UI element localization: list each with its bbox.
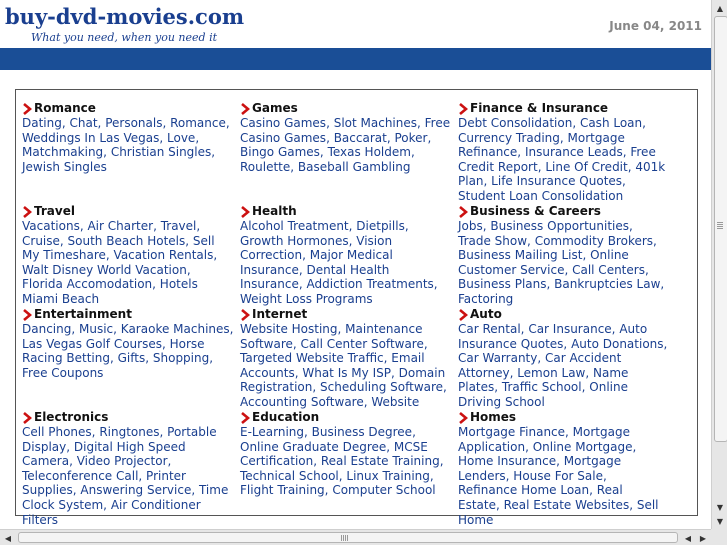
category-link[interactable]: Commodity Brokers bbox=[534, 233, 654, 248]
category-link[interactable]: Bingo Games bbox=[240, 145, 320, 160]
category-link[interactable]: Horse Racing Betting bbox=[22, 336, 205, 366]
scrollbar-corner bbox=[711, 529, 727, 545]
category-link[interactable]: Matchmaking bbox=[22, 145, 104, 160]
category-internet bbox=[240, 307, 452, 410]
category-link[interactable]: Air Charter bbox=[87, 219, 154, 233]
category-link[interactable]: Karaoke Machines bbox=[120, 322, 230, 336]
scroll-down-icon[interactable]: ▼ bbox=[716, 502, 724, 512]
category-link[interactable]: House For Sale bbox=[513, 468, 603, 483]
category-link[interactable]: South Beach Hotels bbox=[67, 233, 186, 248]
category-link[interactable]: Car Rental bbox=[458, 322, 521, 336]
scroll-left-end-icon[interactable]: ◀ bbox=[684, 533, 692, 543]
category-title: Internet bbox=[252, 307, 308, 321]
category-link[interactable]: Vacations bbox=[22, 219, 80, 233]
category-link[interactable]: Debt Consolidation bbox=[458, 116, 573, 130]
category-heading[interactable] bbox=[22, 307, 234, 322]
category-link[interactable]: Cell Phones bbox=[22, 425, 92, 439]
category-link[interactable]: Portable Display bbox=[22, 425, 217, 454]
category-heading[interactable] bbox=[458, 101, 668, 116]
chevron-right-icon bbox=[240, 309, 250, 321]
category-link[interactable]: Chat bbox=[69, 116, 98, 130]
category-title: Travel bbox=[34, 204, 75, 218]
category-link[interactable]: Gifts bbox=[117, 351, 146, 366]
category-link[interactable]: Jobs bbox=[458, 219, 483, 233]
category-link[interactable]: Alcohol Treatment bbox=[240, 219, 349, 233]
category-link[interactable]: Poker bbox=[394, 130, 428, 145]
chevron-right-icon bbox=[458, 309, 468, 321]
category-link[interactable]: Business Degree bbox=[311, 425, 413, 439]
category-link[interactable]: Real Estate Websites bbox=[503, 497, 630, 512]
category-link[interactable]: Online Driving School bbox=[458, 380, 628, 409]
category-link[interactable]: Free Casino Games bbox=[240, 116, 451, 145]
category-link[interactable]: Romance bbox=[170, 116, 226, 130]
category-link[interactable]: Maintenance Software bbox=[240, 322, 423, 351]
chevron-right-icon bbox=[458, 103, 468, 115]
category-link[interactable]: Mortgage Lenders bbox=[458, 454, 622, 483]
category-health bbox=[240, 204, 452, 307]
category-link[interactable]: Vision Correction bbox=[240, 233, 393, 263]
category-links: Cell Phones, Ringtones, Portable Display, Digital High Speed Camera, Video Projector, Teleconference Call, Printer Supplies, Answering Service, Time Clock System, Air Conditioner Filters bbox=[22, 425, 229, 527]
category-link[interactable]: Texas Holdem bbox=[327, 145, 411, 160]
category-link[interactable]: Cash Loan bbox=[579, 116, 643, 130]
category-link[interactable]: Walt Disney World Vacation bbox=[22, 262, 187, 277]
category-link[interactable]: Printer Supplies bbox=[22, 468, 186, 498]
category-heading[interactable] bbox=[240, 307, 452, 322]
scroll-left-icon[interactable]: ◀ bbox=[4, 533, 12, 543]
category-link[interactable]: Teleconference Call bbox=[22, 468, 139, 483]
category-link[interactable]: What Is My ISP bbox=[302, 365, 391, 380]
category-link[interactable]: Lemon Law bbox=[517, 365, 586, 380]
category-link[interactable]: Personals bbox=[105, 116, 163, 130]
chevron-right-icon bbox=[22, 412, 32, 424]
category-entertainment bbox=[22, 307, 234, 380]
category-link[interactable]: Major Medical Insurance bbox=[240, 248, 393, 277]
category-links: Vacations, Air Charter, Travel, Cruise, South Beach Hotels, Sell My Timeshare, Vacation Rentals, Walt Disney World Vacation, Florida Accomodation, Hotels Miami Beach bbox=[22, 219, 218, 306]
category-link[interactable]: Insurance Leads bbox=[524, 145, 623, 160]
category-title: Entertainment bbox=[34, 307, 132, 321]
category-link[interactable]: E-Learning bbox=[240, 425, 305, 439]
chevron-right-icon bbox=[22, 103, 32, 115]
category-link[interactable]: Florida Accomodation bbox=[22, 277, 153, 292]
category-link[interactable]: Computer School bbox=[332, 483, 436, 498]
category-link[interactable]: Home Insurance bbox=[458, 454, 557, 469]
category-business-careers bbox=[458, 204, 668, 307]
category-link[interactable]: MCSE Certification bbox=[240, 439, 428, 469]
category-link[interactable]: Life Insurance Quotes bbox=[491, 174, 623, 189]
vertical-scrollbar[interactable] bbox=[711, 0, 727, 529]
category-heading[interactable] bbox=[458, 307, 668, 322]
category-link[interactable]: Online Customer Service bbox=[458, 248, 629, 277]
scroll-down-end-icon[interactable]: ▼ bbox=[716, 516, 724, 526]
chevron-right-icon bbox=[22, 206, 32, 218]
category-heading[interactable] bbox=[458, 204, 668, 219]
category-link[interactable]: Linux Training bbox=[346, 468, 430, 483]
category-travel bbox=[22, 204, 234, 307]
current-date: June 04, 2011 bbox=[609, 19, 702, 33]
category-link[interactable]: Free Coupons bbox=[22, 365, 104, 380]
category-link[interactable]: Cruise bbox=[22, 233, 60, 248]
category-title: Auto bbox=[470, 307, 502, 321]
category-links: Dating, Chat, Personals, Romance, Weddings In Las Vegas, Love, Matchmaking, Christian Singles, Jewish Singles bbox=[22, 116, 230, 174]
category-link[interactable]: Addiction Treatments bbox=[306, 277, 434, 292]
chevron-right-icon bbox=[240, 206, 250, 218]
category-link[interactable]: Ringtones bbox=[99, 425, 160, 439]
category-link[interactable]: Love bbox=[167, 130, 196, 145]
category-link[interactable]: Car Warranty bbox=[458, 351, 538, 366]
category-heading[interactable] bbox=[22, 204, 234, 219]
category-link[interactable]: Christian Singles bbox=[110, 145, 212, 160]
category-link[interactable]: Website Hosting bbox=[240, 322, 338, 336]
category-link[interactable]: Time Clock System bbox=[22, 483, 229, 512]
category-link[interactable]: Real Estate Training bbox=[320, 454, 440, 469]
category-link[interactable]: 401k Plan bbox=[458, 159, 666, 189]
category-link[interactable]: Air Conditioner Filters bbox=[22, 497, 201, 527]
category-link[interactable]: Call Center Software bbox=[300, 336, 424, 351]
category-title: Homes bbox=[470, 410, 517, 424]
chevron-right-icon bbox=[240, 103, 250, 115]
category-link[interactable]: Trade Show bbox=[458, 233, 528, 248]
chevron-right-icon bbox=[22, 309, 32, 321]
scroll-right-icon[interactable]: ▶ bbox=[699, 533, 707, 543]
category-link[interactable]: Auto Donations bbox=[571, 336, 664, 351]
category-link[interactable]: Business Mailing List bbox=[458, 248, 583, 263]
category-link[interactable]: Flight Training bbox=[240, 483, 325, 498]
category-link[interactable]: Dietpills bbox=[356, 219, 405, 233]
category-link[interactable]: Weddings In Las Vegas bbox=[22, 130, 160, 145]
category-link[interactable]: Jewish Singles bbox=[22, 159, 107, 174]
category-links: Debt Consolidation, Cash Loan, Currency Trading, Mortgage Refinance, Insurance Leads, Free Credit Report, Line Of Credit, 401k Plan, Life Insurance Quotes, Student Loan Consolidation bbox=[458, 116, 666, 203]
category-links: Website Hosting, Maintenance Software, Call Center Software, Targeted Website Traffic, Email Accounts, What Is My ISP, Domain Registration, Scheduling Software, Accounting Software, Website bbox=[240, 322, 447, 409]
category-link[interactable]: Call Centers bbox=[572, 262, 645, 277]
category-games bbox=[240, 101, 452, 174]
category-heading[interactable] bbox=[22, 410, 234, 425]
scroll-up-icon[interactable]: ▲ bbox=[716, 3, 724, 13]
category-link[interactable]: Travel bbox=[160, 219, 197, 233]
category-heading[interactable] bbox=[240, 410, 452, 425]
category-link[interactable]: Name Plates bbox=[458, 365, 629, 395]
category-link[interactable]: Real Estate bbox=[458, 483, 623, 512]
category-link[interactable]: Video Projector bbox=[76, 454, 168, 469]
category-link[interactable]: Traffic School bbox=[501, 380, 582, 395]
category-title: Education bbox=[252, 410, 320, 424]
category-title: Finance & Insurance bbox=[470, 101, 609, 115]
category-link[interactable]: Dancing bbox=[22, 322, 72, 336]
category-link[interactable]: Scheduling Software bbox=[320, 380, 444, 395]
category-link[interactable]: Online Mortgage bbox=[532, 439, 633, 454]
category-title: Health bbox=[252, 204, 297, 218]
grip-icon bbox=[717, 222, 723, 230]
category-link[interactable]: Business Plans bbox=[458, 277, 547, 292]
category-heading[interactable] bbox=[22, 101, 234, 116]
header-strip bbox=[0, 70, 711, 80]
category-title: Games bbox=[252, 101, 298, 115]
category-link[interactable]: Weight Loss Programs bbox=[240, 291, 373, 306]
category-link[interactable]: Dental Health Insurance bbox=[240, 262, 390, 292]
category-link[interactable]: Music bbox=[79, 322, 114, 336]
category-heading[interactable] bbox=[240, 204, 452, 219]
category-link[interactable]: Car Accident Attorney bbox=[458, 351, 622, 380]
category-link[interactable]: Student Loan Consolidation bbox=[458, 188, 624, 203]
category-links: Mortgage Finance, Mortgage Application, Online Mortgage, Home Insurance, Mortgage Lenders, House For Sale, Refinance Home Loan, Real Estate, Real Estate Websites, Sell Home bbox=[458, 425, 659, 527]
category-links: E-Learning, Business Degree, Online Graduate Degree, MCSE Certification, Real Estate Training, Technical School, Linux Training, Flight Training, Computer School bbox=[240, 425, 444, 498]
category-finance-insurance bbox=[458, 101, 668, 204]
category-link[interactable]: Mortgage Application bbox=[458, 425, 630, 454]
category-link[interactable]: Email Accounts bbox=[240, 351, 425, 380]
category-electronics bbox=[22, 410, 234, 527]
category-link[interactable]: Currency Trading bbox=[458, 130, 560, 145]
category-link[interactable]: Dating bbox=[22, 116, 62, 130]
category-link[interactable]: Hotels Miami Beach bbox=[22, 277, 198, 306]
category-link[interactable]: Las Vegas Golf Courses bbox=[22, 336, 162, 351]
category-link[interactable]: Sell My Timeshare bbox=[22, 233, 215, 263]
category-link[interactable]: Slot Machines bbox=[333, 116, 417, 130]
category-link[interactable]: Website bbox=[371, 394, 420, 409]
horizontal-scrollbar[interactable] bbox=[0, 529, 711, 545]
horizontal-scroll-thumb[interactable] bbox=[18, 532, 678, 543]
category-links: Casino Games, Slot Machines, Free Casino Games, Baccarat, Poker, Bingo Games, Texas Holdem, Roulette, Baseball Gambling bbox=[240, 116, 451, 174]
category-link[interactable]: Casino Games bbox=[240, 116, 327, 130]
category-education bbox=[240, 410, 452, 498]
category-link[interactable]: Roulette bbox=[240, 159, 291, 174]
header-bar bbox=[0, 48, 711, 70]
chevron-right-icon bbox=[458, 412, 468, 424]
category-panel bbox=[15, 89, 698, 527]
chevron-right-icon bbox=[458, 206, 468, 218]
category-link[interactable]: Refinance Home Loan bbox=[458, 483, 590, 498]
category-link[interactable]: Free Credit Report bbox=[458, 145, 656, 174]
category-link[interactable]: Online Graduate Degree bbox=[240, 439, 387, 454]
category-title: Romance bbox=[34, 101, 96, 115]
site-logo[interactable]: buy-dvd-movies.com bbox=[5, 4, 245, 29]
category-heading[interactable] bbox=[240, 101, 452, 116]
category-link[interactable]: Business Opportunities bbox=[490, 219, 629, 233]
category-links: Dancing, Music, Karaoke Machines, Las Vegas Golf Courses, Horse Racing Betting, Gifts, Shopping, Free Coupons bbox=[22, 322, 234, 380]
category-link[interactable]: Technical School bbox=[240, 468, 339, 483]
grip-icon bbox=[341, 535, 349, 541]
category-link[interactable]: Factoring bbox=[458, 291, 514, 306]
category-link[interactable]: Baccarat bbox=[333, 130, 387, 145]
chevron-right-icon bbox=[240, 412, 250, 424]
category-link[interactable]: Sell Home bbox=[458, 497, 659, 527]
category-homes bbox=[458, 410, 668, 527]
category-auto bbox=[458, 307, 668, 410]
category-link[interactable]: Auto Insurance Quotes bbox=[458, 322, 648, 351]
category-link[interactable]: Shopping bbox=[152, 351, 210, 366]
category-link[interactable]: Answering Service bbox=[80, 483, 192, 498]
category-link[interactable]: Line Of Credit bbox=[545, 159, 628, 174]
category-title: Business & Careers bbox=[470, 204, 601, 218]
category-link[interactable]: Domain Registration bbox=[240, 365, 446, 395]
category-heading[interactable] bbox=[458, 410, 668, 425]
category-link[interactable]: Baseball Gambling bbox=[297, 159, 411, 174]
category-link[interactable]: Digital High Speed Camera bbox=[22, 439, 186, 469]
category-links: Car Rental, Car Insurance, Auto Insurance Quotes, Auto Donations, Car Warranty, Car Accident Attorney, Lemon Law, Name Plates, Traffic School, Online Driving School bbox=[458, 322, 668, 409]
category-link[interactable]: Bankruptcies Law bbox=[554, 277, 661, 292]
category-romance bbox=[22, 101, 234, 174]
category-link[interactable]: Mortgage Finance bbox=[458, 425, 566, 439]
category-title: Electronics bbox=[34, 410, 109, 424]
category-link[interactable]: Targeted Website Traffic bbox=[240, 351, 384, 366]
category-link[interactable]: Car Insurance bbox=[528, 322, 612, 336]
category-link[interactable]: Accounting Software bbox=[240, 394, 364, 409]
category-link[interactable]: Growth Hormones bbox=[240, 233, 349, 248]
category-links: Alcohol Treatment, Dietpills, Growth Hormones, Vision Correction, Major Medical Insurance, Dental Health Insurance, Addiction Treatments, Weight Loss Programs bbox=[240, 219, 438, 306]
category-links: Jobs, Business Opportunities, Trade Show, Commodity Brokers, Business Mailing List, Online Customer Service, Call Centers, Business Plans, Bankruptcies Law, Factoring bbox=[458, 219, 665, 306]
category-link[interactable]: Vacation Rentals bbox=[113, 248, 214, 263]
vertical-scroll-thumb[interactable] bbox=[714, 16, 727, 442]
category-link[interactable]: Mortgage Refinance bbox=[458, 130, 625, 160]
site-tagline: What you need, when you need it bbox=[31, 31, 218, 44]
